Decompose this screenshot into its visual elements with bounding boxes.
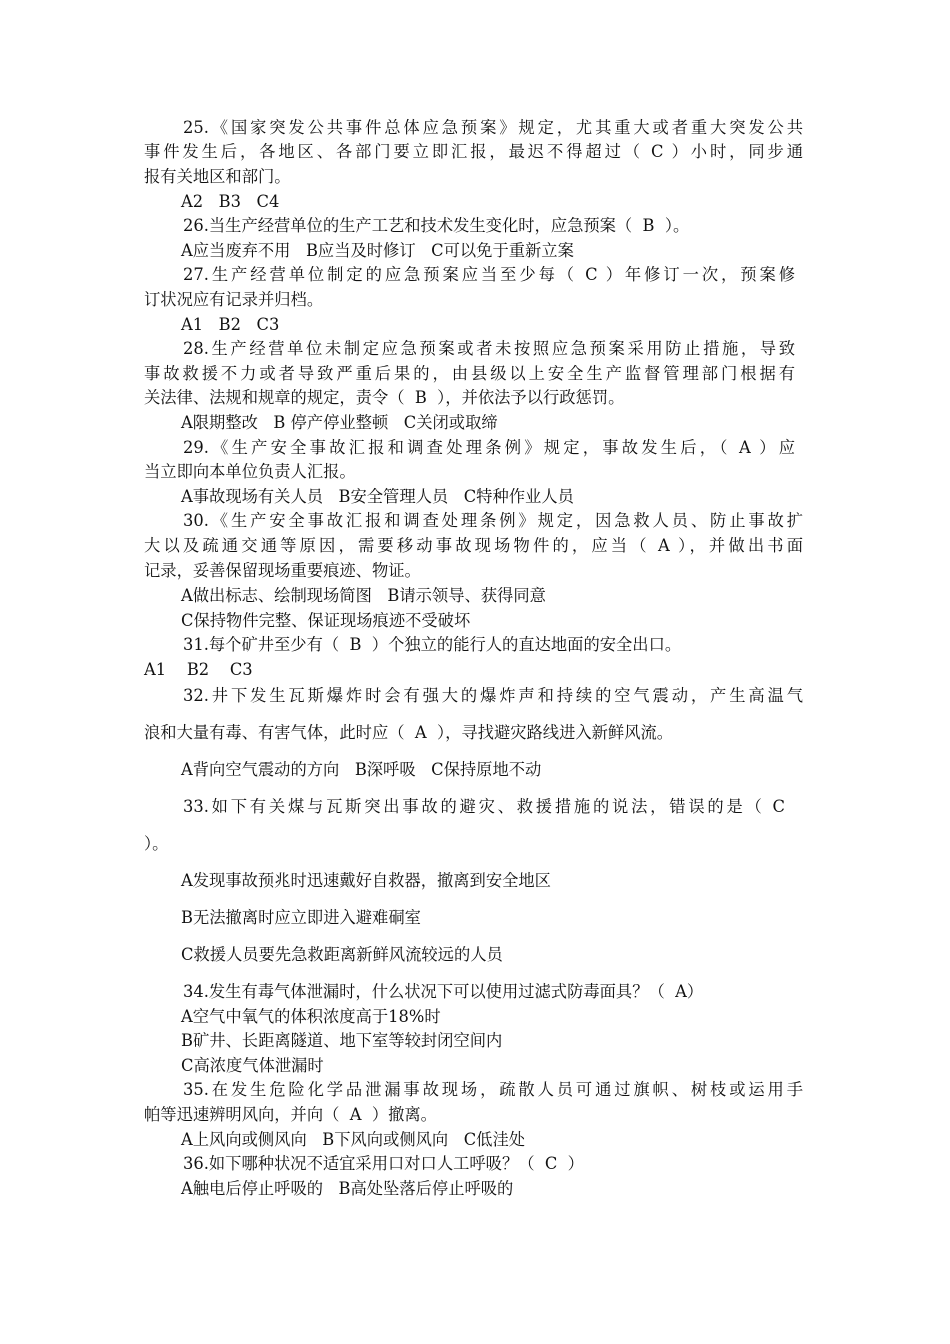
- text-line: 事件发生后，各地区、各部门要立即汇报，最迟不得超过（ C ）小时，同步通: [144, 142, 803, 161]
- text-line: A背向空气震动的方向 B深呼吸 C保持原地不动: [181, 760, 542, 779]
- text-line: 25.《国家突发公共事件总体应急预案》规定，尤其重大或者重大突发公共: [183, 118, 803, 137]
- text-line: 28.生产经营单位未制定应急预案或者未按照应急预案采用防止措施，导致: [183, 339, 795, 358]
- text-line: A空气中氧气的体积浓度高于18%时: [181, 1007, 441, 1026]
- text-line: 31.每个矿井至少有（ B ）个独立的能行人的直达地面的安全出口。: [183, 635, 682, 654]
- text-line: 帕等迅速辨明风向，并向（ A ）撤离。: [144, 1105, 437, 1124]
- text-line: 记录，妥善保留现场重要痕迹、物证。: [144, 561, 421, 580]
- text-line: ）。: [144, 834, 169, 853]
- text-line: A做出标志、绘制现场简图 B请示领导、获得同意: [181, 586, 546, 605]
- text-line: A上风向或侧风向 B下风向或侧风向 C低洼处: [181, 1130, 526, 1149]
- text-line: 27.生产经营单位制定的应急预案应当至少每（ C ）年修订一次，预案修: [183, 265, 795, 284]
- text-line: 34.发生有毒气体泄漏时，什么状况下可以使用过滤式防毒面具？（ A）: [183, 982, 704, 1001]
- text-line: A1 B2 C3: [181, 315, 280, 334]
- text-line: 35.在发生危险化学品泄漏事故现场，疏散人员可通过旗帜、树枝或运用手: [183, 1080, 803, 1099]
- text-line: 订状况应有记录并归档。: [144, 290, 324, 309]
- text-line: 浪和大量有毒、有害气体，此时应（ A ），寻找避灾路线进入新鲜风流。: [144, 723, 674, 742]
- text-line: 报有关地区和部门。: [144, 167, 291, 186]
- text-line: A应当废弃不用 B应当及时修订 C可以免于重新立案: [181, 241, 574, 260]
- text-line: A2 B3 C4: [181, 192, 280, 211]
- text-line: A1 B2 C3: [144, 660, 253, 679]
- text-line: 33.如下有关煤与瓦斯突出事故的避灾、救援措施的说法，错误的是（ C: [183, 797, 785, 816]
- text-line: 事故救援不力或者导致严重后果的，由县级以上安全生产监督管理部门根据有: [144, 364, 795, 383]
- text-line: 关法律、法规和规章的规定，责令（ B ），并依法予以行政惩罚。: [144, 388, 625, 407]
- text-line: C保持物件完整、保证现场痕迹不受破坏: [181, 611, 471, 630]
- text-line: B无法撤离时应立即进入避难硐室: [181, 908, 421, 927]
- text-line: 32.井下发生瓦斯爆炸时会有强大的爆炸声和持续的空气震动，产生高温气: [183, 686, 803, 705]
- text-line: 26.当生产经营单位的生产工艺和技术发生变化时，应急预案（ B ）。: [183, 216, 690, 235]
- text-line: A发现事故预兆时迅速戴好自救器，撤离到安全地区: [181, 871, 551, 890]
- text-line: C高浓度气体泄漏时: [181, 1056, 324, 1075]
- text-line: B矿井、长距离隧道、地下室等较封闭空间内: [181, 1031, 503, 1050]
- text-line: C救援人员要先急救距离新鲜风流较远的人员: [181, 945, 503, 964]
- text-line: A限期整改 B 停产停业整顿 C关闭或取缔: [181, 413, 498, 432]
- text-line: 当立即向本单位负责人汇报。: [144, 462, 356, 481]
- text-line: A触电后停止呼吸的 B高处坠落后停止呼吸的: [181, 1179, 514, 1198]
- text-line: 30.《生产安全事故汇报和调查处理条例》规定，因急救人员、防止事故扩: [183, 511, 803, 530]
- text-line: A事故现场有关人员 B安全管理人员 C特种作业人员: [181, 487, 574, 506]
- text-line: 36.如下哪种状况不适宜采用口对口人工呼吸？（ C ）: [183, 1154, 584, 1173]
- text-line: 29.《生产安全事故汇报和调查处理条例》规定，事故发生后，（ A ）应: [183, 438, 795, 457]
- text-line: 大以及疏通交通等原因，需要移动事故现场物件的，应当（ A ），并做出书面: [144, 536, 803, 555]
